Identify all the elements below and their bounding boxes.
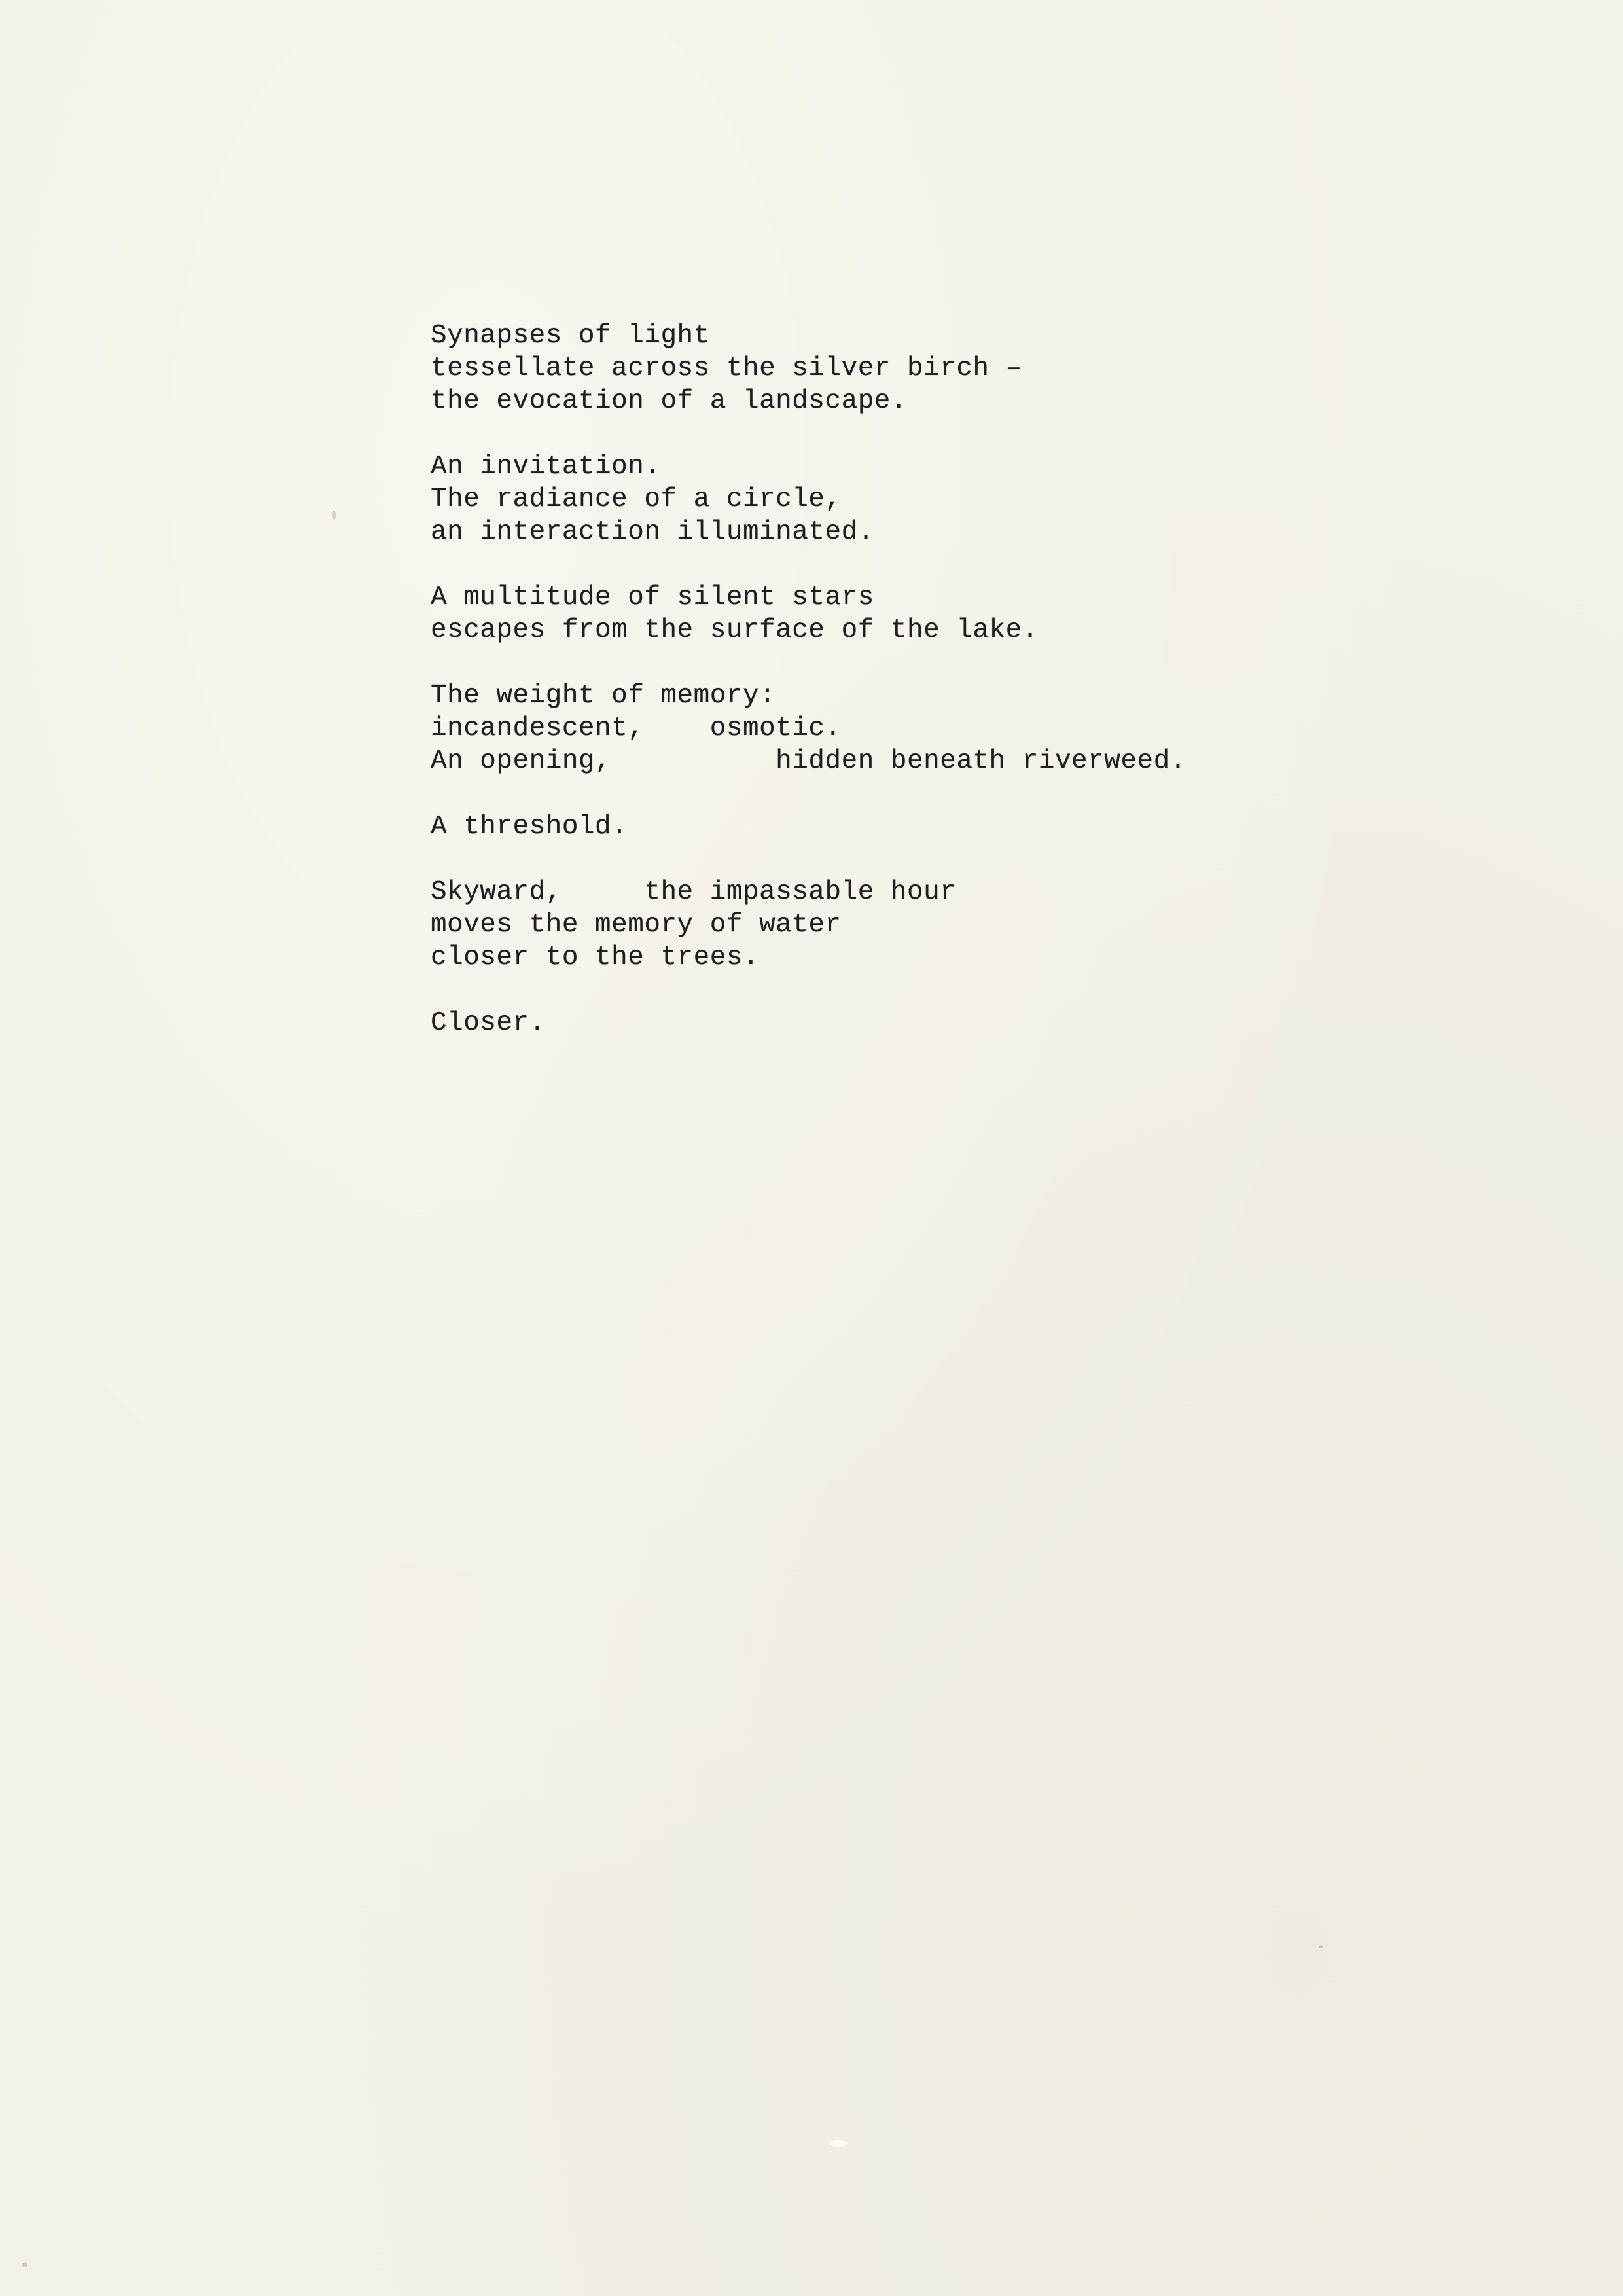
poem-line: an interaction illuminated. <box>431 517 874 547</box>
stanza-break <box>431 548 1186 581</box>
poem-line: Closer. <box>431 1008 546 1038</box>
poem-line: escapes from the surface of the lake. <box>431 615 1039 645</box>
stanza-break <box>431 843 1186 876</box>
poem-text <box>431 319 1186 1039</box>
poem-line: The radiance of a circle, <box>431 484 842 514</box>
poem-line: the evocation of a landscape. <box>431 386 908 416</box>
paper-speck <box>1319 1945 1323 1948</box>
stanza-break <box>431 647 1186 679</box>
poem-line: A threshold. <box>431 812 628 842</box>
poem-line: Synapses of light <box>431 321 710 351</box>
paper-speck <box>332 511 336 520</box>
paper-speck <box>829 2140 848 2147</box>
poem-line: Skyward, the impassable hour <box>431 877 957 907</box>
stanza-break <box>431 778 1186 810</box>
poem-line: The weight of memory: <box>431 681 776 711</box>
stanza-break <box>431 974 1186 1007</box>
poem-line: An opening, hidden beneath riverweed. <box>431 746 1186 776</box>
paper-speck <box>22 2262 27 2267</box>
poem-line: incandescent, osmotic. <box>431 713 842 744</box>
poem-line: closer to the trees. <box>431 942 760 973</box>
poem-line: tessellate across the silver birch – <box>431 353 1022 384</box>
stanza-break <box>431 418 1186 450</box>
poem-line: moves the memory of water <box>431 910 842 940</box>
poem-line: A multitude of silent stars <box>431 583 874 613</box>
poem-line: An invitation. <box>431 452 661 482</box>
